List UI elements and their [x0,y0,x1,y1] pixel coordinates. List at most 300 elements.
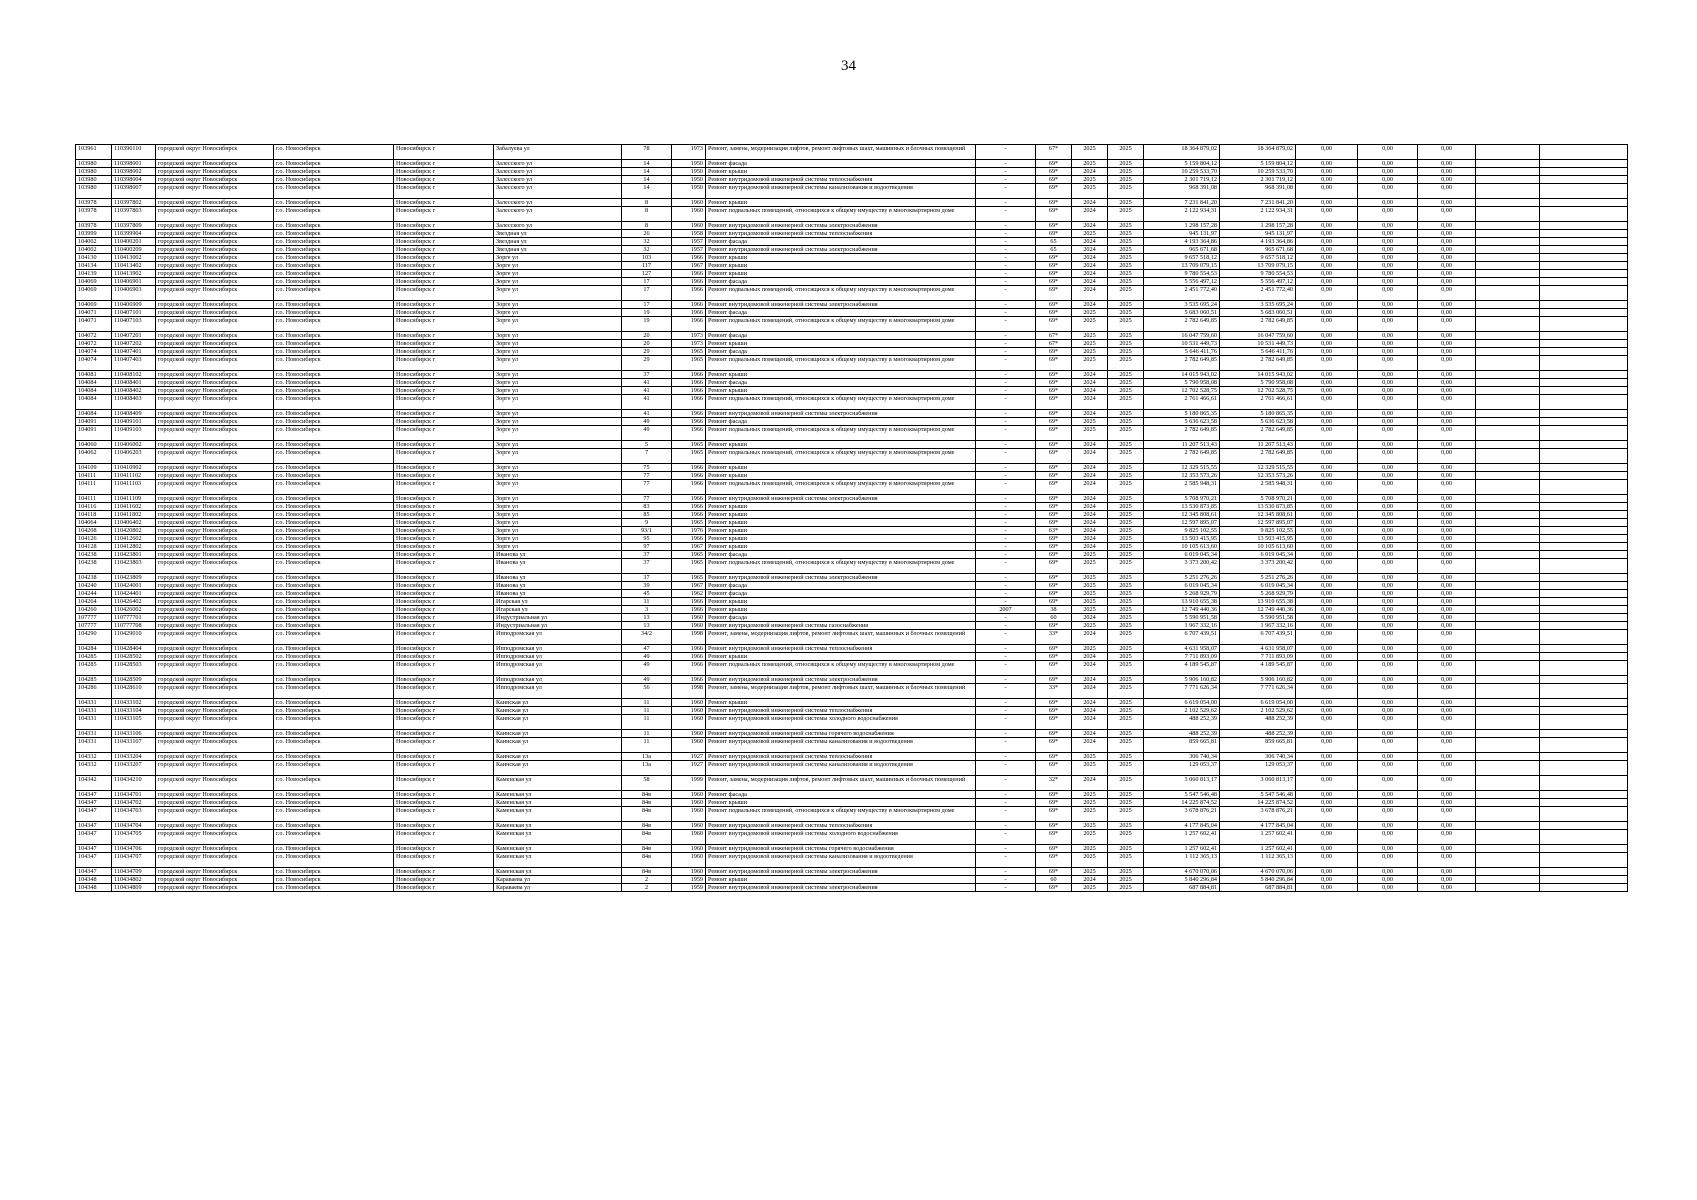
table-row [76,761,1628,776]
cell-house-id: 104126 [76,535,112,543]
cell-city: Новосибирск г [394,645,494,653]
cell-extra-col-2 [1540,199,1628,207]
cell-settlement: г.о. Новосибирск [274,395,394,410]
cell-street: Зорге ул [494,356,622,371]
cell-settlement: г.о. Новосибирск [274,472,394,480]
cell-work-type: Ремонт внутридомовой инженерной системы теплоснабжения [706,753,976,761]
cell-plan-year-end: 2025 [1108,426,1144,441]
cell-repair-year: - [976,630,1036,645]
cell-extra-col-2 [1540,535,1628,543]
cell-street: Зорге ул [494,262,622,270]
cell-federal-funds: 0,00 [1296,184,1358,199]
cell-regional-fund: 4 670 070,06 [1220,868,1296,876]
cell-city: Новосибирск г [394,676,494,684]
cell-other-funds: 0,00 [1418,309,1476,317]
cell-municipality: городской округ Новосибирск [156,480,274,495]
cell-plan-year-end: 2025 [1108,480,1144,495]
cell-wear-percent: 69* [1036,853,1072,868]
cell-house-id: 103980 [76,160,112,168]
cell-house-id: 103978 [76,222,112,230]
cell-house-number: 75 [622,464,672,472]
cell-work-type: Ремонт фасада [706,332,976,340]
cell-work-id: 110412802 [112,543,156,551]
cell-regional-fund: 13 910 655,38 [1220,598,1296,606]
cell-work-type: Ремонт внутридомовой инженерной системы электроснабжения [706,884,976,892]
cell-street: Залесского ул [494,168,622,176]
cell-extra-col-2 [1540,590,1628,598]
cell-settlement: г.о. Новосибирск [274,876,394,884]
cell-street: Зорге ул [494,449,622,464]
cell-build-year: 1960 [672,715,706,730]
cell-plan-year-end: 2025 [1108,645,1144,653]
cell-plan-year-end: 2025 [1108,606,1144,614]
cell-work-type: Ремонт внутридомовой инженерной системы теплоснабжения [706,707,976,715]
cell-work-id: 110429010 [112,630,156,645]
table-row [76,348,1628,356]
cell-extra-col-1 [1476,614,1540,622]
table-row [76,715,1628,730]
cell-house-number: 37 [622,551,672,559]
cell-street: Игарская ул [494,606,622,614]
cell-extra-col-1 [1476,317,1540,332]
cell-municipality: городской округ Новосибирск [156,822,274,830]
cell-house-number: 127 [622,270,672,278]
cell-extra-col-2 [1540,684,1628,699]
cell-extra-col-1 [1476,527,1540,535]
cell-extra-col-2 [1540,238,1628,246]
cell-work-id: 110434704 [112,822,156,830]
cell-house-id: 104084 [76,379,112,387]
cell-municipality: городской округ Новосибирск [156,753,274,761]
cell-local-budget: 0,00 [1358,830,1418,845]
cell-settlement: г.о. Новосибирск [274,160,394,168]
cell-regional-fund: 7 771 626,34 [1220,684,1296,699]
cell-house-id: 104128 [76,543,112,551]
cell-extra-col-2 [1540,645,1628,653]
cell-street: Зорге ул [494,495,622,503]
cell-municipality: городской округ Новосибирск [156,246,274,254]
cell-build-year: 1957 [672,246,706,254]
cell-extra-col-1 [1476,371,1540,379]
cell-house-number: 13а [622,761,672,776]
cell-house-id: 103978 [76,207,112,222]
table-row [76,661,1628,676]
cell-build-year: 1966 [672,395,706,410]
cell-other-funds: 0,00 [1418,262,1476,270]
cell-federal-funds: 0,00 [1296,222,1358,230]
cell-total-cost: 2 122 934,31 [1144,207,1220,222]
cell-other-funds: 0,00 [1418,426,1476,441]
cell-plan-year-start: 2024 [1072,270,1108,278]
cell-city: Новосибирск г [394,830,494,845]
cell-wear-percent: 69* [1036,426,1072,441]
cell-wear-percent: 69* [1036,449,1072,464]
cell-work-type: Ремонт подвальных помещений, относящихся к общему имуществу в многоквартирном доме [706,207,976,222]
cell-work-type: Ремонт, замена, модернизация лифтов, ремонт лифтовых шахт, машинных и блочных помещений [706,776,976,791]
cell-build-year: 1966 [672,598,706,606]
cell-other-funds: 0,00 [1418,449,1476,464]
cell-build-year: 1966 [672,309,706,317]
cell-house-id: 104084 [76,387,112,395]
cell-extra-col-1 [1476,622,1540,630]
cell-plan-year-start: 2024 [1072,254,1108,262]
cell-build-year: 1960 [672,845,706,853]
cell-city: Новосибирск г [394,270,494,278]
cell-total-cost: 5 636 623,58 [1144,418,1220,426]
cell-city: Новосибирск г [394,807,494,822]
cell-city: Новосибирск г [394,176,494,184]
cell-settlement: г.о. Новосибирск [274,332,394,340]
cell-other-funds: 0,00 [1418,356,1476,371]
cell-work-id: 110406002 [112,441,156,449]
cell-other-funds: 0,00 [1418,184,1476,199]
cell-extra-col-2 [1540,761,1628,776]
cell-work-id: 110424401 [112,590,156,598]
cell-house-number: 41 [622,379,672,387]
cell-plan-year-end: 2025 [1108,238,1144,246]
cell-house-id: 103980 [76,176,112,184]
table-row [76,676,1628,684]
cell-federal-funds: 0,00 [1296,676,1358,684]
cell-local-budget: 0,00 [1358,270,1418,278]
cell-municipality: городской округ Новосибирск [156,464,274,472]
cell-house-id: 104060 [76,441,112,449]
cell-regional-fund: 3 373 200,42 [1220,559,1296,574]
cell-regional-fund: 7 231 841,20 [1220,199,1296,207]
cell-build-year: 1966 [672,511,706,519]
cell-local-budget: 0,00 [1358,807,1418,822]
cell-plan-year-start: 2025 [1072,853,1108,868]
cell-extra-col-1 [1476,853,1540,868]
cell-extra-col-1 [1476,707,1540,715]
cell-work-id: 110434702 [112,799,156,807]
cell-house-number: 77 [622,480,672,495]
cell-house-id: 104118 [76,511,112,519]
cell-work-id: 110434705 [112,830,156,845]
table-row [76,168,1628,176]
cell-house-number: 95 [622,535,672,543]
cell-total-cost: 5 840 296,84 [1144,876,1220,884]
cell-federal-funds: 0,00 [1296,661,1358,676]
cell-work-type: Ремонт внутридомовой инженерной системы электроснабжения [706,222,976,230]
cell-extra-col-2 [1540,753,1628,761]
cell-plan-year-end: 2025 [1108,799,1144,807]
cell-build-year: 1966 [672,472,706,480]
cell-other-funds: 0,00 [1418,761,1476,776]
cell-repair-year: - [976,379,1036,387]
cell-build-year: 1960 [672,807,706,822]
cell-street: Каинская ул [494,707,622,715]
cell-other-funds: 0,00 [1418,230,1476,238]
cell-extra-col-2 [1540,868,1628,876]
cell-plan-year-start: 2024 [1072,286,1108,301]
cell-plan-year-end: 2025 [1108,160,1144,168]
table-row [76,853,1628,868]
cell-federal-funds: 0,00 [1296,270,1358,278]
cell-federal-funds: 0,00 [1296,853,1358,868]
cell-house-id: 104260 [76,606,112,614]
cell-extra-col-2 [1540,559,1628,574]
cell-repair-year: - [976,551,1036,559]
cell-build-year: 1950 [672,184,706,199]
cell-work-id: 110412602 [112,535,156,543]
cell-extra-col-2 [1540,160,1628,168]
cell-house-id: 104002 [76,238,112,246]
cell-house-number: 11 [622,707,672,715]
cell-build-year: 1966 [672,286,706,301]
cell-extra-col-1 [1476,410,1540,418]
cell-other-funds: 0,00 [1418,286,1476,301]
cell-repair-year: - [976,168,1036,176]
cell-other-funds: 0,00 [1418,853,1476,868]
cell-work-id: 110398002 [112,168,156,176]
cell-settlement: г.о. Новосибирск [274,661,394,676]
cell-street: Зорге ул [494,511,622,519]
cell-plan-year-start: 2025 [1072,184,1108,199]
cell-plan-year-end: 2025 [1108,527,1144,535]
cell-work-id: 110433102 [112,699,156,707]
cell-total-cost: 5 790 958,08 [1144,379,1220,387]
cell-settlement: г.о. Новосибирск [274,845,394,853]
cell-settlement: г.о. Новосибирск [274,622,394,630]
cell-regional-fund: 5 790 958,08 [1220,379,1296,387]
cell-house-id: 104069 [76,286,112,301]
cell-plan-year-start: 2024 [1072,301,1108,309]
cell-settlement: г.о. Новосибирск [274,254,394,262]
cell-street: Иванова ул [494,590,622,598]
cell-plan-year-end: 2025 [1108,270,1144,278]
cell-federal-funds: 0,00 [1296,738,1358,753]
cell-repair-year: - [976,753,1036,761]
cell-street: Залесского ул [494,160,622,168]
cell-work-type: Ремонт фасада [706,418,976,426]
cell-house-number: 9 [622,519,672,527]
cell-municipality: городской округ Новосибирск [156,222,274,230]
cell-city: Новосибирск г [394,449,494,464]
cell-build-year: 1966 [672,371,706,379]
cell-street: Зорге ул [494,480,622,495]
cell-extra-col-1 [1476,145,1540,160]
cell-plan-year-end: 2025 [1108,511,1144,519]
cell-other-funds: 0,00 [1418,535,1476,543]
cell-city: Новосибирск г [394,395,494,410]
cell-build-year: 1960 [672,791,706,799]
cell-plan-year-end: 2025 [1108,535,1144,543]
cell-house-id: 104347 [76,868,112,876]
cell-plan-year-start: 2024 [1072,699,1108,707]
cell-extra-col-1 [1476,464,1540,472]
cell-repair-year: - [976,472,1036,480]
cell-plan-year-start: 2024 [1072,653,1108,661]
cell-work-id: 110433106 [112,730,156,738]
cell-city: Новосибирск г [394,254,494,262]
cell-house-id: 104284 [76,645,112,653]
cell-plan-year-end: 2025 [1108,340,1144,348]
cell-plan-year-start: 2024 [1072,371,1108,379]
cell-work-type: Ремонт крыши [706,543,976,551]
cell-extra-col-2 [1540,410,1628,418]
cell-city: Новосибирск г [394,661,494,676]
page-number: 34 [841,58,856,74]
cell-wear-percent: 69* [1036,168,1072,176]
cell-plan-year-end: 2025 [1108,614,1144,622]
cell-house-number: 11 [622,738,672,753]
cell-regional-fund: 488 252,39 [1220,715,1296,730]
table-row [76,699,1628,707]
cell-settlement: г.о. Новосибирск [274,176,394,184]
cell-street: Индустриальная ул [494,614,622,622]
cell-federal-funds: 0,00 [1296,199,1358,207]
cell-city: Новосибирск г [394,738,494,753]
cell-work-id: 110434809 [112,884,156,892]
cell-build-year: 1960 [672,738,706,753]
cell-house-id: 104111 [76,472,112,480]
cell-house-id: 104071 [76,309,112,317]
cell-repair-year: - [976,676,1036,684]
cell-build-year: 1998 [672,684,706,699]
cell-extra-col-2 [1540,254,1628,262]
cell-street: Каменская ул [494,868,622,876]
cell-extra-col-2 [1540,884,1628,892]
cell-regional-fund: 16 047 759,60 [1220,332,1296,340]
cell-extra-col-2 [1540,653,1628,661]
cell-total-cost: 5 180 865,35 [1144,410,1220,418]
cell-other-funds: 0,00 [1418,519,1476,527]
cell-municipality: городской округ Новосибирск [156,582,274,590]
cell-municipality: городской округ Новосибирск [156,395,274,410]
cell-local-budget: 0,00 [1358,472,1418,480]
cell-city: Новосибирск г [394,480,494,495]
table-row [76,606,1628,614]
cell-house-number: 49 [622,676,672,684]
cell-total-cost: 4 670 070,06 [1144,868,1220,876]
cell-plan-year-end: 2025 [1108,176,1144,184]
cell-work-type: Ремонт фасада [706,309,976,317]
cell-extra-col-1 [1476,559,1540,574]
table-row [76,684,1628,699]
cell-local-budget: 0,00 [1358,590,1418,598]
cell-other-funds: 0,00 [1418,684,1476,699]
cell-work-id: 110411109 [112,495,156,503]
cell-house-id: 104072 [76,332,112,340]
cell-municipality: городской округ Новосибирск [156,160,274,168]
cell-plan-year-start: 2024 [1072,527,1108,535]
cell-extra-col-1 [1476,356,1540,371]
cell-municipality: городской округ Новосибирск [156,230,274,238]
cell-plan-year-start: 2024 [1072,480,1108,495]
cell-plan-year-end: 2025 [1108,653,1144,661]
cell-build-year: 1965 [672,449,706,464]
cell-municipality: городской округ Новосибирск [156,551,274,559]
cell-extra-col-2 [1540,519,1628,527]
cell-work-id: 110411103 [112,480,156,495]
cell-plan-year-end: 2025 [1108,387,1144,395]
cell-regional-fund: 5 708 970,21 [1220,495,1296,503]
cell-house-id: 104347 [76,791,112,799]
cell-build-year: 1960 [672,822,706,830]
cell-federal-funds: 0,00 [1296,230,1358,238]
cell-wear-percent: 69* [1036,574,1072,582]
cell-total-cost: 6 019 045,34 [1144,551,1220,559]
cell-wear-percent: 69* [1036,262,1072,270]
cell-work-id: 110434210 [112,776,156,791]
cell-other-funds: 0,00 [1418,799,1476,807]
cell-local-budget: 0,00 [1358,622,1418,630]
cell-work-type: Ремонт фасада [706,582,976,590]
cell-other-funds: 0,00 [1418,199,1476,207]
cell-repair-year: - [976,645,1036,653]
cell-street: Зорге ул [494,418,622,426]
cell-plan-year-end: 2025 [1108,356,1144,371]
cell-total-cost: 3 373 200,42 [1144,559,1220,574]
cell-local-budget: 0,00 [1358,519,1418,527]
cell-house-id: 104069 [76,278,112,286]
cell-street: Каинская ул [494,738,622,753]
cell-municipality: городской округ Новосибирск [156,661,274,676]
cell-build-year: 1966 [672,379,706,387]
cell-build-year: 1960 [672,207,706,222]
cell-wear-percent: 63* [1036,527,1072,535]
cell-municipality: городской округ Новосибирск [156,410,274,418]
cell-regional-fund: 12 597 895,07 [1220,519,1296,527]
cell-wear-percent: 65 [1036,246,1072,254]
cell-house-number: 117 [622,262,672,270]
cell-regional-fund: 965 671,68 [1220,246,1296,254]
cell-other-funds: 0,00 [1418,791,1476,799]
cell-build-year: 1960 [672,222,706,230]
cell-local-budget: 0,00 [1358,262,1418,270]
cell-plan-year-start: 2025 [1072,340,1108,348]
cell-settlement: г.о. Новосибирск [274,753,394,761]
cell-house-id: 103961 [76,145,112,160]
cell-house-id: 103980 [76,184,112,199]
cell-build-year: 1966 [672,418,706,426]
cell-work-id: 110408401 [112,379,156,387]
cell-build-year: 1966 [672,606,706,614]
cell-house-number: 8 [622,199,672,207]
cell-total-cost: 4 189 545,87 [1144,661,1220,676]
cell-work-type: Ремонт, замена, модернизация лифтов, ремонт лифтовых шахт, машинных и блочных помещений [706,630,976,645]
cell-extra-col-2 [1540,184,1628,199]
cell-extra-col-2 [1540,598,1628,606]
cell-municipality: городской округ Новосибирск [156,738,274,753]
cell-work-id: 110426002 [112,606,156,614]
cell-wear-percent: 69* [1036,356,1072,371]
cell-extra-col-2 [1540,614,1628,622]
cell-other-funds: 0,00 [1418,776,1476,791]
cell-work-type: Ремонт фасада [706,551,976,559]
cell-wear-percent: 69* [1036,184,1072,199]
cell-house-id: 104074 [76,356,112,371]
cell-house-id: 104347 [76,845,112,853]
cell-wear-percent: 67* [1036,332,1072,340]
cell-work-id: 110420802 [112,527,156,535]
cell-local-budget: 0,00 [1358,799,1418,807]
cell-repair-year: - [976,684,1036,699]
cell-other-funds: 0,00 [1418,876,1476,884]
cell-municipality: городской округ Новосибирск [156,799,274,807]
cell-federal-funds: 0,00 [1296,582,1358,590]
cell-wear-percent: 69* [1036,495,1072,503]
cell-plan-year-end: 2025 [1108,830,1144,845]
cell-federal-funds: 0,00 [1296,753,1358,761]
cell-city: Новосибирск г [394,551,494,559]
cell-house-id: 104074 [76,348,112,356]
cell-city: Новосибирск г [394,622,494,630]
cell-federal-funds: 0,00 [1296,884,1358,892]
cell-plan-year-start: 2024 [1072,207,1108,222]
cell-regional-fund: 306 740,34 [1220,753,1296,761]
